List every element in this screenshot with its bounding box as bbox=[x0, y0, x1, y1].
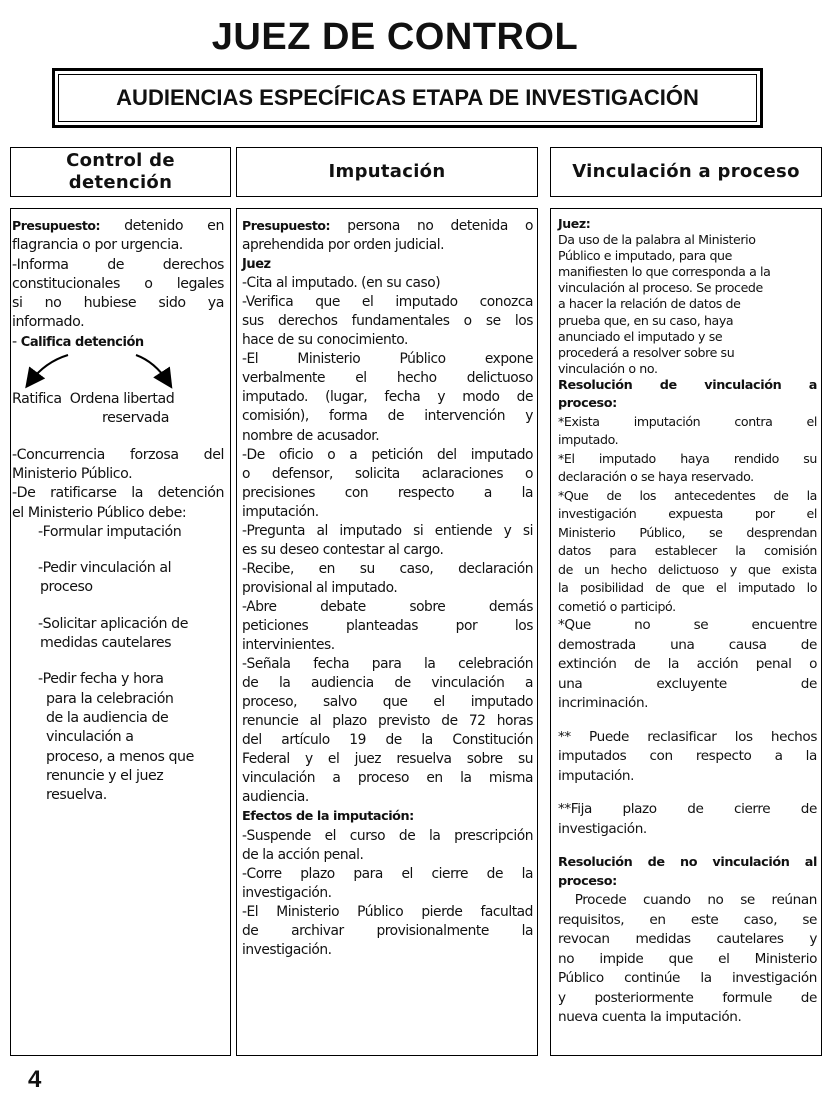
text-line: -Formular imputación bbox=[38, 523, 182, 540]
text-line: prueba que, en su caso, haya bbox=[558, 312, 734, 328]
text-line: -Corre plazo para el cierre de la bbox=[242, 865, 533, 882]
vinculacion-text bbox=[558, 216, 817, 1028]
text-line: **Fija plazo de cierre de bbox=[558, 801, 817, 818]
presupuesto-text: persona no detenida o bbox=[330, 218, 533, 234]
text-line: vinculación a bbox=[46, 729, 134, 746]
text-line: peticiones planteadas por los bbox=[242, 617, 533, 634]
text-line: Da uso de la palabra al Ministerio bbox=[558, 232, 756, 248]
text-line: a hacer la relación de datos de bbox=[558, 296, 741, 312]
text-line: no impide que el Ministerio bbox=[558, 950, 817, 967]
text-line: -Señala fecha para la celebración bbox=[242, 656, 533, 673]
juez-label: Juez bbox=[242, 257, 271, 273]
califica-detencion: Califica detención bbox=[20, 334, 144, 350]
text-line: -Recibe, en su caso, declaración bbox=[242, 560, 533, 577]
text-line: anunciado el imputado y se bbox=[558, 328, 723, 344]
presupuesto-text: detenido en bbox=[100, 218, 224, 234]
text-line: -El Ministerio Público expone bbox=[242, 351, 533, 368]
text-line: investigación expuesta por el bbox=[558, 506, 817, 522]
text-line: de un hecho delictuoso y que exista bbox=[558, 561, 817, 577]
page-title: JUEZ DE CONTROL bbox=[211, 16, 579, 58]
imputacion-text bbox=[242, 216, 533, 960]
text-line: -Pregunta al imputado si entiende y si bbox=[242, 522, 533, 539]
text-line: incriminación. bbox=[558, 695, 649, 712]
text-line: una excluyente de bbox=[558, 675, 817, 692]
text-line: Procede cuando no se reúnan bbox=[558, 892, 817, 909]
text-line: vinculación o no. bbox=[558, 360, 658, 376]
text-line: intervinientes. bbox=[242, 637, 335, 654]
spacer bbox=[558, 714, 817, 728]
text-line: del artículo 19 de la Constitución bbox=[242, 732, 533, 749]
text-line: Federal y el juez resuelva sobre su bbox=[242, 751, 533, 768]
text-line: Ministerio Público, se desprendan bbox=[558, 524, 817, 540]
ordena-libertad: Ordena libertad bbox=[69, 391, 175, 408]
text-line: imputados con respecto a la bbox=[558, 748, 817, 765]
text-line: de archivar provisionalmente la bbox=[242, 922, 533, 939]
juez-label: Juez: bbox=[558, 216, 591, 231]
text-line: *Que de los antecedentes de la bbox=[558, 487, 817, 503]
text-line: cometió o participó. bbox=[558, 598, 676, 614]
text-line: aprehendida por orden judicial. bbox=[242, 237, 445, 254]
text-line: -Pedir vinculación al bbox=[38, 560, 172, 577]
resolucion-vinculacion-label: proceso: bbox=[558, 395, 617, 411]
text-line: verbalmente el hecho delictuoso bbox=[242, 370, 533, 387]
text-line: -De ratificarse la detención bbox=[12, 485, 224, 502]
arrow-right bbox=[136, 355, 168, 382]
text-line: sus derechos fundamentales o se los bbox=[242, 313, 533, 330]
text-line: comisión), forma de intervención y bbox=[242, 408, 533, 425]
text-line: imputación. bbox=[242, 503, 319, 520]
text-line: si no hubiese sido ya bbox=[12, 295, 224, 312]
text-line: el Ministerio Público debe: bbox=[12, 504, 187, 521]
text-line: precisiones con respecto a la bbox=[242, 484, 533, 501]
heading-line: Control de bbox=[66, 150, 175, 171]
text-line: requisitos, en este caso, se bbox=[558, 911, 817, 928]
text-line: -Solicitar aplicación de bbox=[38, 615, 188, 632]
text-line: procederá a resolver sobre su bbox=[558, 344, 735, 360]
text-line: -Concurrencia forzosa del bbox=[12, 446, 224, 463]
text-line: investigación. bbox=[242, 884, 332, 901]
text-line: Público continúe la investigación bbox=[558, 970, 817, 987]
text-line: -Informa de derechos bbox=[12, 256, 224, 273]
text-line: imputado. (lugar, fecha y modo de bbox=[242, 389, 533, 406]
text-line: Ministerio Público. bbox=[12, 465, 133, 482]
text-line: proceso bbox=[40, 579, 93, 596]
text-line: ** Puede reclasificar los hechos bbox=[558, 728, 817, 745]
text-line: -De oficio o a petición del imputado bbox=[242, 446, 533, 463]
text-line: -Abre debate sobre demás bbox=[242, 598, 533, 615]
text-line: de la audiencia de vinculación a bbox=[242, 675, 533, 692]
text-line: de la audiencia de bbox=[46, 709, 169, 726]
text-line: extinción de la acción penal o bbox=[558, 656, 817, 673]
page-number: 4 bbox=[28, 1066, 42, 1093]
text-line: -Pedir fecha y hora bbox=[38, 671, 164, 688]
text-line: medidas cautelares bbox=[40, 635, 172, 652]
text-line: *Exista imputación contra el bbox=[558, 413, 817, 429]
text-line: -Verifica que el imputado conozca bbox=[242, 294, 533, 311]
text-line: para la celebración bbox=[46, 690, 174, 707]
arrow-left bbox=[30, 355, 68, 382]
presupuesto-label: Presupuesto: bbox=[242, 218, 331, 233]
efectos-label: Efectos de la imputación: bbox=[242, 809, 414, 825]
text-line: resuelva. bbox=[46, 787, 107, 804]
text-line: proceso, a menos que bbox=[46, 748, 194, 765]
text-line: -El Ministerio Público pierde facultad bbox=[242, 903, 533, 920]
spacer bbox=[558, 786, 817, 800]
text-line: vinculación al proceso. Se procede bbox=[558, 280, 763, 296]
text-line: flagrancia o por urgencia. bbox=[12, 237, 183, 254]
heading-text: Vinculación a proceso bbox=[572, 161, 800, 182]
text-line: nueva cuenta la imputación. bbox=[558, 1009, 742, 1026]
text-line: imputado. bbox=[558, 432, 619, 448]
text-line: hace de su conocimiento. bbox=[242, 332, 408, 349]
text-line: y posteriormente formule de bbox=[558, 989, 817, 1006]
text-line: de la acción penal. bbox=[242, 846, 364, 863]
resolucion-no-vinculacion-label: proceso: bbox=[558, 874, 617, 890]
text-line: audiencia. bbox=[242, 789, 309, 806]
text-line: -Suspende el curso de la prescripción bbox=[242, 827, 533, 844]
text-line: la posibilidad de que el imputado lo bbox=[558, 580, 817, 596]
text-line: declaración o se haya reservado. bbox=[558, 469, 754, 485]
text-line: nombre de acusador. bbox=[242, 427, 380, 444]
text-line: demostrada una causa de bbox=[558, 636, 817, 653]
text-line: -Cita al imputado. (en su caso) bbox=[242, 275, 441, 292]
text-line bbox=[242, 216, 533, 236]
text-line: informado. bbox=[12, 314, 85, 331]
califica-dash: - bbox=[12, 333, 21, 350]
text-line: reservada bbox=[102, 410, 169, 427]
text-line: datos para establecer la comisión bbox=[558, 543, 817, 559]
text-line: investigación. bbox=[242, 941, 332, 958]
text-line: vinculación a proceso en la misma bbox=[242, 770, 533, 787]
ratifica: Ratifica bbox=[12, 391, 62, 408]
text-line: revocan medidas cautelares y bbox=[558, 931, 817, 948]
text-line: constitucionales o legales bbox=[12, 275, 224, 292]
text-line: es su deseo contestar al cargo. bbox=[242, 541, 444, 558]
text-line: renuncie al plazo previsto de 72 horas bbox=[242, 713, 533, 730]
presupuesto-label: Presupuesto: bbox=[12, 218, 101, 233]
text-line: *Que no se encuentre bbox=[558, 617, 817, 634]
text-line: o defensor, solicita aclaraciones o bbox=[242, 465, 533, 482]
text-line: renuncie y el juez bbox=[46, 767, 164, 784]
text-line: proceso, salvo que el imputado bbox=[242, 694, 533, 711]
text-line: Público e imputado, para que bbox=[558, 248, 732, 264]
text-line: *El imputado haya rendido su bbox=[558, 450, 817, 466]
resolucion-vinculacion-label: Resolución de vinculación a bbox=[558, 377, 817, 393]
text-line: investigación. bbox=[558, 820, 647, 837]
heading-line: detención bbox=[68, 172, 173, 193]
text-line: manifiesten lo que corresponda a la bbox=[558, 264, 771, 280]
heading-text: Imputación bbox=[328, 161, 446, 182]
text-line: provisional al imputado. bbox=[242, 579, 398, 596]
spacer bbox=[558, 839, 817, 853]
text-line: imputación. bbox=[558, 767, 635, 784]
resolucion-no-vinculacion-label: Resolución de no vinculación al bbox=[558, 855, 817, 871]
subtitle: AUDIENCIAS ESPECÍFICAS ETAPA DE INVESTIGACIÓN bbox=[58, 74, 757, 122]
